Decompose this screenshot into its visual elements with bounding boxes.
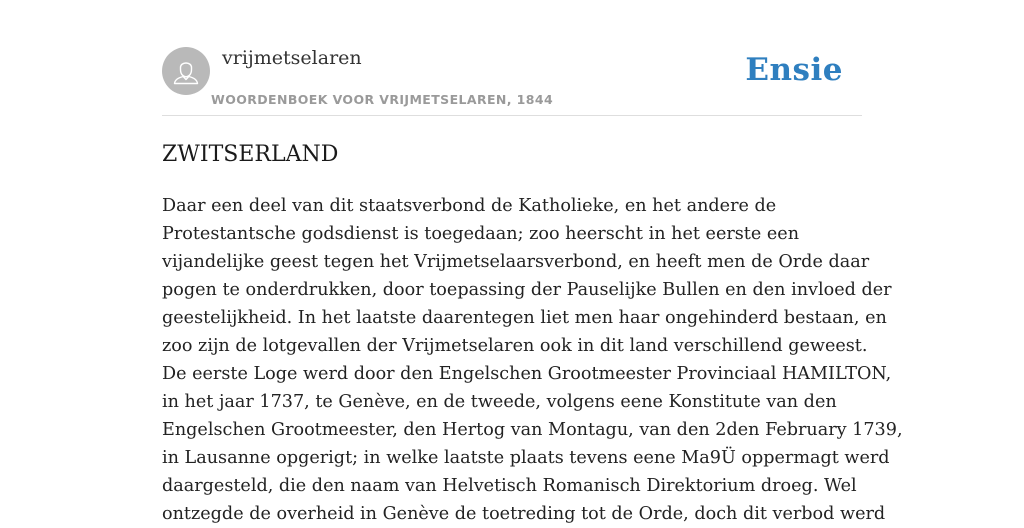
- source-name[interactable]: vrijmetselaren: [222, 47, 362, 69]
- ensie-logo[interactable]: Ensie: [745, 52, 843, 88]
- body-line: geestelijkheid. In het laatste daarentegen liet men haar ongehinderd bestaan, en: [162, 308, 887, 328]
- body-line: in het jaar 1737, te Genève, en de tweede, volgens eene Konstitute van den: [162, 392, 837, 412]
- user-silhouette-icon: [162, 47, 210, 95]
- article-body: [162, 192, 903, 528]
- body-line: zoo zijn de lotgevallen der Vrijmetselaren ook in dit land verschillend geweest.: [162, 336, 868, 356]
- article-title: ZWITSERLAND: [162, 142, 339, 167]
- body-line: vijandelijke geest tegen het Vrijmetselaarsverbond, en heeft men de Orde daar: [162, 252, 870, 272]
- body-line: pogen te onderdrukken, door toepassing der Pauselijke Bullen en den invloed der: [162, 280, 892, 300]
- body-line: Daar een deel van dit staatsverbond de Katholieke, en het andere de: [162, 196, 777, 216]
- body-line: Protestantsche godsdienst is toegedaan; zoo heerscht in het eerste een: [162, 224, 800, 244]
- body-line: daargesteld, die den naam van Helvetisch Romanisch Direktorium droeg. Wel: [162, 476, 857, 496]
- source-subtitle[interactable]: WOORDENBOEK VOOR VRIJMETSELAREN, 1844: [211, 92, 554, 107]
- body-line: in Lausanne opgerigt; in welke laatste plaats tevens eene Ma9Ü oppermagt werd: [162, 448, 890, 468]
- body-line: De eerste Loge werd door den Engelschen Grootmeester Provinciaal HAMILTON,: [162, 364, 892, 384]
- body-line: Engelschen Grootmeester, den Hertog van Montagu, van den 2den February 1739,: [162, 420, 903, 440]
- source-header: [162, 46, 862, 116]
- source-avatar[interactable]: [162, 47, 210, 95]
- body-line: ontzegde de overheid in Genève de toetreding tot de Orde, doch dit verbod werd: [162, 504, 886, 524]
